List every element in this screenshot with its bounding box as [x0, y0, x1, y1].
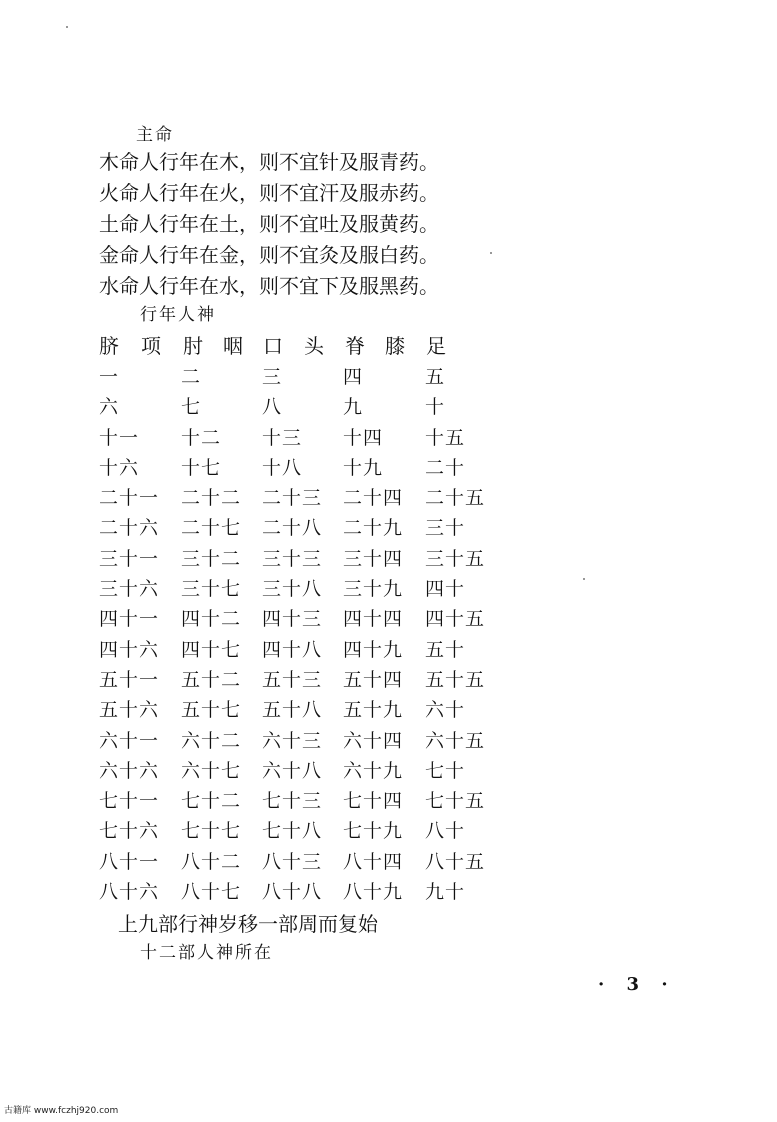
- table-row: [99, 362, 519, 392]
- table-cell: 五: [425, 366, 446, 388]
- page-number: · 3 ·: [598, 974, 676, 995]
- table-cell: 三十三: [262, 547, 323, 570]
- table-row: [99, 816, 519, 846]
- table-cell: 五十八: [262, 699, 323, 722]
- table-row: [99, 513, 519, 543]
- table-cell: 八十六: [99, 881, 160, 904]
- table-cell: 一: [99, 366, 120, 388]
- table-cell: 四十七: [181, 638, 242, 661]
- table-cell: 八十: [425, 820, 466, 843]
- table-cell: 十: [425, 396, 446, 419]
- table-cell: 八十八: [262, 881, 323, 904]
- table-row: [99, 574, 519, 604]
- table-row: [99, 483, 519, 513]
- table-cell: 八十五: [425, 850, 486, 873]
- table-cell: 六十五: [425, 729, 486, 752]
- table-cell: 十七: [181, 456, 222, 479]
- footer-watermark: 古籍库 www.fczhj920.com: [4, 1106, 119, 1116]
- table-cell: 五十四: [343, 668, 404, 691]
- table-cell: 六十三: [262, 729, 323, 752]
- body-part-label: 脊: [345, 334, 365, 358]
- page-speck: [583, 578, 585, 580]
- body-part-label: 脐: [99, 334, 119, 358]
- table-row: [99, 635, 519, 665]
- table-cell: 二十六: [99, 517, 160, 540]
- body-part-label: 口: [263, 334, 283, 358]
- table-cell: 七十四: [343, 790, 404, 813]
- table-cell: 二十五: [425, 487, 486, 510]
- table-cell: 二十七: [181, 517, 242, 540]
- page-speck: [490, 252, 492, 254]
- table-cell: 三十: [425, 517, 466, 540]
- table-cell: 三十四: [343, 547, 404, 570]
- table-cell: 四十二: [181, 608, 242, 631]
- table-cell: 二十二: [181, 487, 242, 510]
- table-cell: 三十二: [181, 547, 242, 570]
- table-row: [99, 847, 519, 877]
- table-cell: 四十九: [343, 638, 404, 661]
- table-row: [99, 877, 519, 907]
- table-cell: 十九: [343, 456, 384, 479]
- table-cell: 四: [343, 366, 364, 388]
- table-cell: 五十九: [343, 699, 404, 722]
- text-line: 土命人行年在土，则不宜吐及服黄药。: [99, 212, 439, 236]
- table-cell: 三十六: [99, 578, 160, 601]
- body-part-label: 咽: [223, 334, 243, 358]
- table-cell: 六十七: [181, 759, 242, 782]
- table-cell: 六十二: [181, 729, 242, 752]
- table-cell: 二十一: [99, 487, 160, 510]
- table-row: [99, 756, 519, 786]
- table-row: [99, 726, 519, 756]
- heading-main-life: 主命: [136, 125, 174, 145]
- body-part-label: 项: [141, 334, 161, 358]
- table-cell: 六: [99, 396, 120, 419]
- table-cell: 四十五: [425, 608, 486, 631]
- table-cell: 九: [343, 396, 364, 419]
- table-cell: 六十一: [99, 729, 160, 752]
- table-cell: 七: [181, 396, 202, 419]
- table-cell: 二十三: [262, 487, 323, 510]
- table-cell: 十八: [262, 456, 303, 479]
- table-cell: 四十八: [262, 638, 323, 661]
- table-cell: 五十五: [425, 668, 486, 691]
- table-cell: 十三: [262, 426, 303, 449]
- table-cell: 六十八: [262, 759, 323, 782]
- body-part-label: 膝: [385, 334, 405, 358]
- table-cell: 七十二: [181, 790, 242, 813]
- table-cell: 四十一: [99, 608, 160, 631]
- table-cell: 八十九: [343, 881, 404, 904]
- table-cell: 十一: [99, 426, 140, 449]
- table-cell: 七十六: [99, 820, 160, 843]
- table-row: [99, 423, 519, 453]
- table-cell: 六十四: [343, 729, 404, 752]
- table-cell: 十四: [343, 426, 384, 449]
- table-cell: 八十二: [181, 850, 242, 873]
- text-line: 木命人行年在木，则不宜针及服青药。: [99, 150, 439, 174]
- table-cell: 二: [181, 366, 202, 388]
- table-cell: 八十一: [99, 850, 160, 873]
- table-cell: 七十: [425, 759, 466, 782]
- table-cell: 四十三: [262, 608, 323, 631]
- table-row: [99, 392, 519, 422]
- table-row: [99, 544, 519, 574]
- table-cell: 四十六: [99, 638, 160, 661]
- table-cell: 六十六: [99, 759, 160, 782]
- body-part-label: 肘: [183, 334, 203, 358]
- table-cell: 二十: [425, 456, 466, 479]
- table-row: [99, 665, 519, 695]
- table-cell: 七十五: [425, 790, 486, 813]
- table-cell: 五十: [425, 638, 466, 661]
- table-row: [99, 786, 519, 816]
- table-cell: 八: [262, 396, 283, 419]
- table-cell: 三十七: [181, 578, 242, 601]
- table-cell: 六十: [425, 699, 466, 722]
- table-cell: 八十七: [181, 881, 242, 904]
- table-row: [99, 453, 519, 483]
- text-line: 金命人行年在金，则不宜灸及服白药。: [99, 243, 439, 267]
- table-cell: 二十九: [343, 517, 404, 540]
- table-cell: 十二: [181, 426, 222, 449]
- table-row: [99, 604, 519, 634]
- heading-xingnian: 行年人神: [140, 305, 216, 325]
- heading-twelve: 十二部人神所在: [140, 943, 273, 963]
- table-cell: 十五: [425, 426, 466, 449]
- text-line: 水命人行年在水，则不宜下及服黑药。: [99, 274, 439, 298]
- table-cell: 二十八: [262, 517, 323, 540]
- table-cell: 七十一: [99, 790, 160, 813]
- table-cell: 八十三: [262, 850, 323, 873]
- table-note: 上九部行神岁移一部周而复始: [118, 912, 378, 936]
- table-cell: 十六: [99, 456, 140, 479]
- table-cell: 二十四: [343, 487, 404, 510]
- table-row: [99, 695, 519, 725]
- table-cell: 三十五: [425, 547, 486, 570]
- table-cell: 七十三: [262, 790, 323, 813]
- text-line: 火命人行年在火，则不宜汗及服赤药。: [99, 181, 439, 205]
- table-cell: 四十四: [343, 608, 404, 631]
- table-cell: 八十四: [343, 850, 404, 873]
- table-cell: 六十九: [343, 759, 404, 782]
- table-cell: 五十七: [181, 699, 242, 722]
- table-cell: 五十六: [99, 699, 160, 722]
- table-cell: 四十: [425, 578, 466, 601]
- table-cell: 九十: [425, 881, 466, 904]
- table-cell: 七十八: [262, 820, 323, 843]
- table-cell: 三十一: [99, 547, 160, 570]
- body-part-label: 足: [426, 334, 446, 358]
- table-cell: 五十三: [262, 668, 323, 691]
- table-cell: 七十九: [343, 820, 404, 843]
- table-cell: 五十二: [181, 668, 242, 691]
- table-cell: 三: [262, 366, 283, 388]
- body-part-label: 头: [304, 334, 324, 358]
- table-cell: 七十七: [181, 820, 242, 843]
- age-table: [99, 362, 519, 907]
- table-cell: 三十八: [262, 578, 323, 601]
- table-cell: 五十一: [99, 668, 160, 691]
- page-speck: [66, 26, 68, 28]
- table-cell: 三十九: [343, 578, 404, 601]
